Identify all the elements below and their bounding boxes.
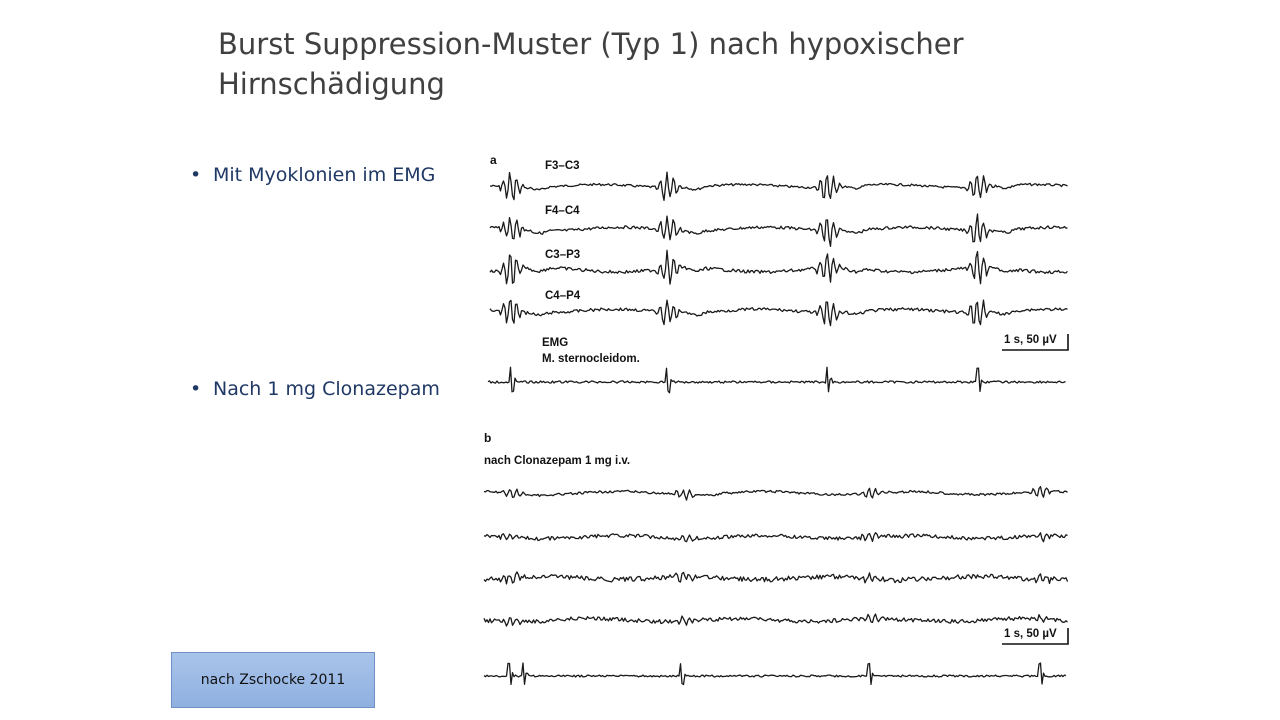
eeg-trace-b-3 xyxy=(484,572,1068,584)
emg-muscle-label: M. sternocleidom. xyxy=(542,353,640,365)
panel-b-label: b xyxy=(484,431,492,445)
emg-label: EMG xyxy=(542,337,569,349)
slide-title: Burst Suppression-Muster (Typ 1) nach hypoxischer Hirnschädigung xyxy=(218,27,964,101)
channel-label-f3-c3: F3–C3 xyxy=(545,160,580,172)
bullet-dot-icon: • xyxy=(190,164,202,186)
panel-a-label: a xyxy=(490,153,497,167)
scale-label-a: 1 s, 50 µV xyxy=(1004,334,1057,346)
emg-trace-a xyxy=(488,367,1066,393)
eeg-trace-c4-p4 xyxy=(490,300,1068,326)
channel-label-f4-c4: F4–C4 xyxy=(545,205,580,217)
emg-trace-b xyxy=(484,663,1066,685)
source-text: nach Zschocke 2011 xyxy=(200,672,346,688)
bullet-dot-icon: • xyxy=(190,378,202,400)
eeg-trace-b-4 xyxy=(484,614,1068,626)
eeg-trace-b-2 xyxy=(484,533,1068,542)
eeg-trace-f4-c4 xyxy=(490,214,1068,246)
eeg-trace-b-1 xyxy=(484,487,1068,501)
panel-b-caption: nach Clonazepam 1 mg i.v. xyxy=(484,455,631,467)
channel-label-c3-p3: C3–P3 xyxy=(545,249,581,261)
scale-label-b: 1 s, 50 µV xyxy=(1004,628,1057,640)
eeg-trace-f3-c3 xyxy=(490,172,1068,200)
bullet-text: Nach 1 mg Clonazepam xyxy=(213,378,440,400)
channel-label-c4-p4: C4–P4 xyxy=(545,290,581,302)
bullet-text: Mit Myoklonien im EMG xyxy=(213,164,436,186)
